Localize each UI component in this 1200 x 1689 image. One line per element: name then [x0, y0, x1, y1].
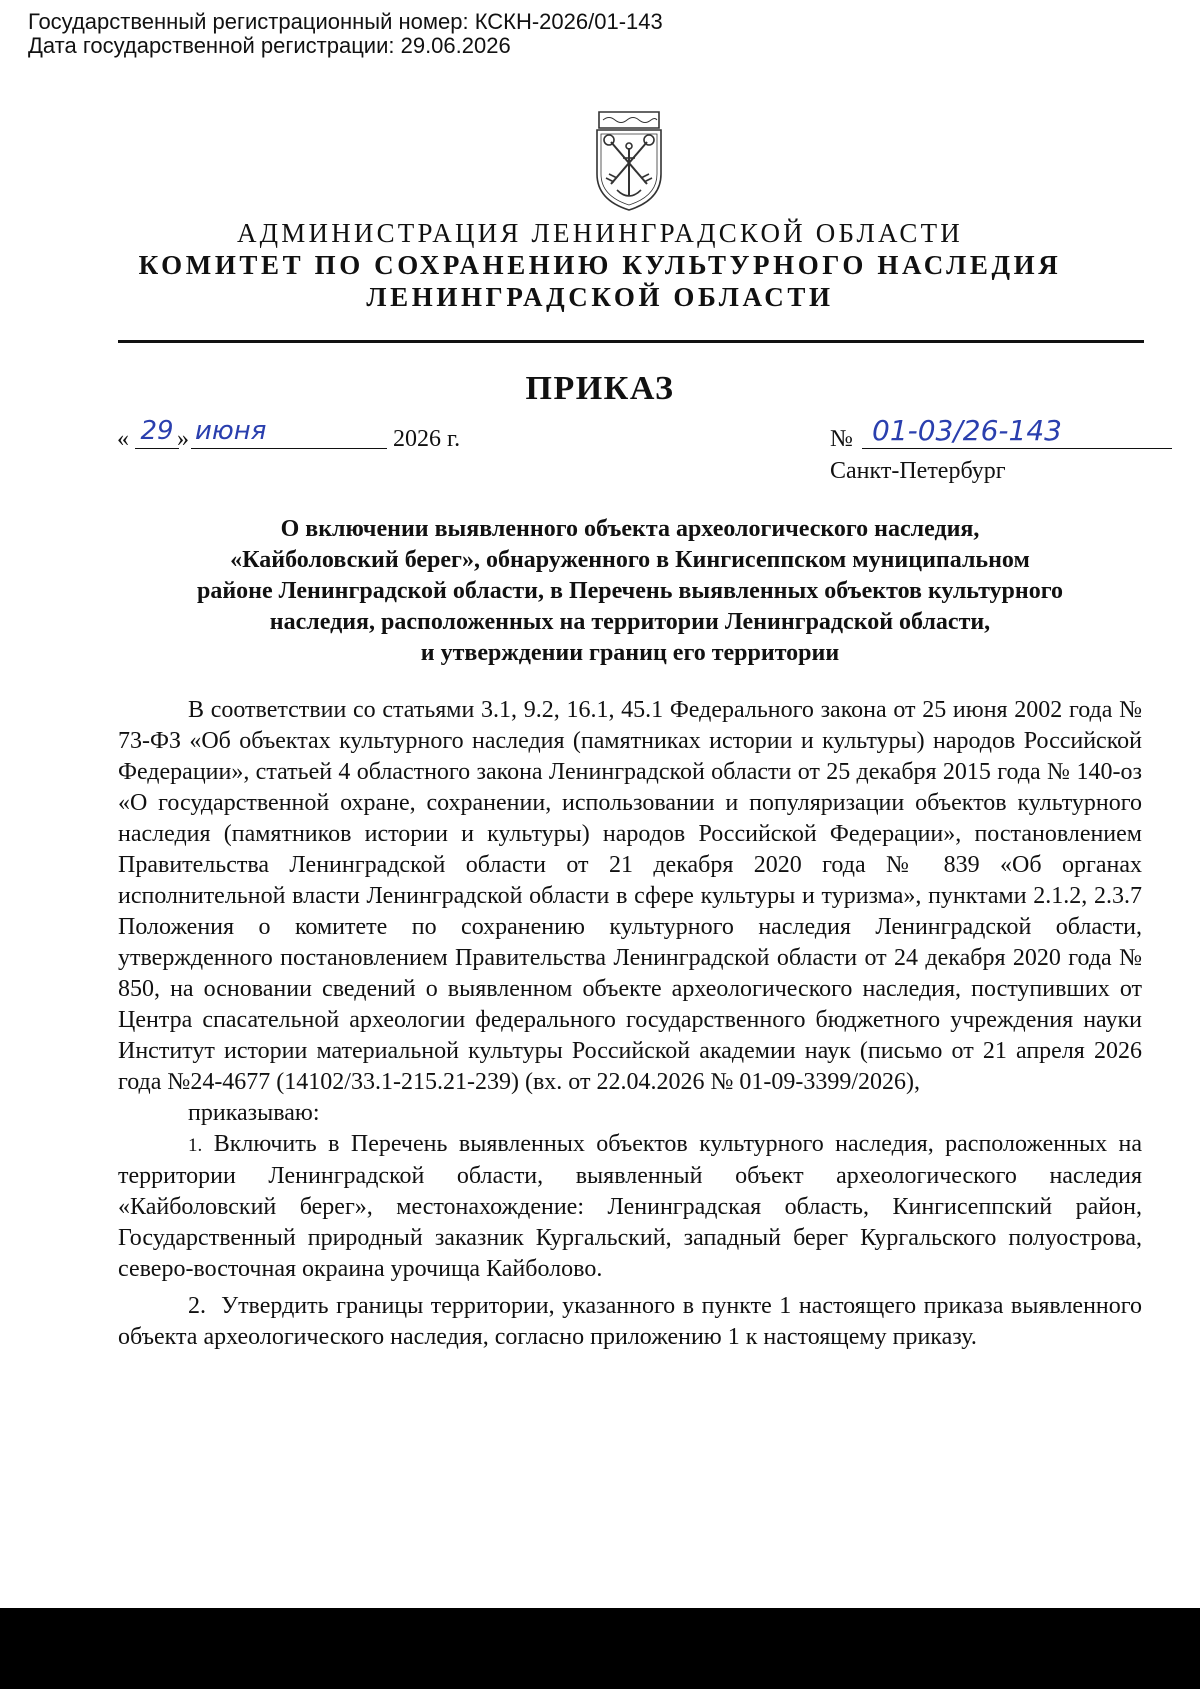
item-2	[118, 1291, 1142, 1353]
administration-name: АДМИНИСТРАЦИЯ ЛЕНИНГРАДСКОЙ ОБЛАСТИ	[236, 218, 963, 248]
preamble-paragraph: В соответствии со статьями 3.1, 9.2, 16.1, 45.1 Федерального закона от 25 июня 2002 года № 73-ФЗ «Об объектах культурного наследия (памятниках истории и культуры) народов Российской Федерации», статьей 4 областного закона Ленинградской области от 25 декабря 2015 года № 140-оз «О государственной охране, сохранении, использовании и популяризации объектов культурного наследия (памятников истории и культуры) народов Российской Федерации», постановлением Правительства Ленинградской области от 21 декабря 2020 года № 839 «Об органах исполнительной власти Ленинградской области в сфере культуры и туризма», пунктами 2.1.2, 2.3.7 Положения о комитете по сохранению культурного наследия Ленинградской области, утвержденного постановлением Правительства Ленинградской области от 24 декабря 2020 года № 850, на основании сведений о выявленном объекте археологического наследия, поступивших от Центра спасательной археологии федерального государственного бюджетного учреждения науки Институт истории материальной культуры Российской академии наук (письмо от 21 апреля 2026 года №24-4677 (14102/33.1-215.21-239) (вх. от 22.04.2026 № 01-09-3399/2026),	[118, 697, 1142, 1095]
subject-line: О включении выявленного объекта археологического наследия,	[280, 516, 980, 542]
date-day-handwritten: 29	[135, 416, 179, 449]
order-city: Санкт-Петербург	[830, 458, 1006, 484]
committee-name-line-1: КОМИТЕТ ПО СОХРАНЕНИЮ КУЛЬТУРНОГО НАСЛЕДИЯ	[138, 250, 1062, 280]
subject-line: наследия, расположенных на территории Ленинградской области,	[269, 609, 991, 635]
scan-bottom-border	[0, 1608, 1200, 1689]
date-quote-close: »	[177, 426, 189, 452]
subject-line: районе Ленинградской области, в Перечень выявленных объектов культурного	[196, 578, 1064, 604]
decree-word: приказываю:	[188, 1100, 320, 1126]
date-year: 2026 г.	[393, 426, 461, 452]
subject-line: и утверждении границ его территории	[420, 640, 840, 666]
order-subject	[120, 514, 1140, 669]
item-2-number: 2.	[188, 1293, 206, 1319]
number-sign: №	[830, 426, 853, 452]
item-1	[118, 1129, 1142, 1285]
committee-name-line-2: ЛЕНИНГРАДСКОЙ ОБЛАСТИ	[366, 282, 834, 312]
date-quote-open: «	[117, 426, 129, 452]
item-2-text: Утвердить границы территории, указанного в пункте 1 настоящего приказа выявленного объекта археологического наследия, согласно приложению 1 к настоящему приказу.	[118, 1293, 1143, 1350]
date-month-handwritten: июня	[191, 416, 387, 449]
item-1-text: Включить в Перечень выявленных объектов культурного наследия, расположенных на территории Ленинградской области, выявленный объект археологического наследия «Кайболовский берег», местонахождение: Ленинградская область, Кингисеппский район, Государственный природный заказник Кургальский, западный берег Кургальского полуострова, северо-восточная окраина урочища Кайболово.	[118, 1131, 1142, 1282]
registration-number: Государственный регистрационный номер: КСКН-2026/01-143	[28, 9, 663, 34]
order-body	[118, 695, 1142, 1353]
subject-line: «Кайболовский берег», обнаруженного в Кингисеппском муниципальном	[230, 547, 1030, 573]
registration-date: Дата государственной регистрации: 29.06.2026	[28, 33, 511, 58]
item-1-number: 1.	[188, 1135, 203, 1156]
order-number-handwritten: 01-03/26-143	[862, 414, 1172, 449]
header-divider	[118, 340, 1144, 343]
leningrad-oblast-coat-of-arms-icon	[583, 108, 675, 214]
order-title: ПРИКАЗ	[525, 370, 675, 407]
